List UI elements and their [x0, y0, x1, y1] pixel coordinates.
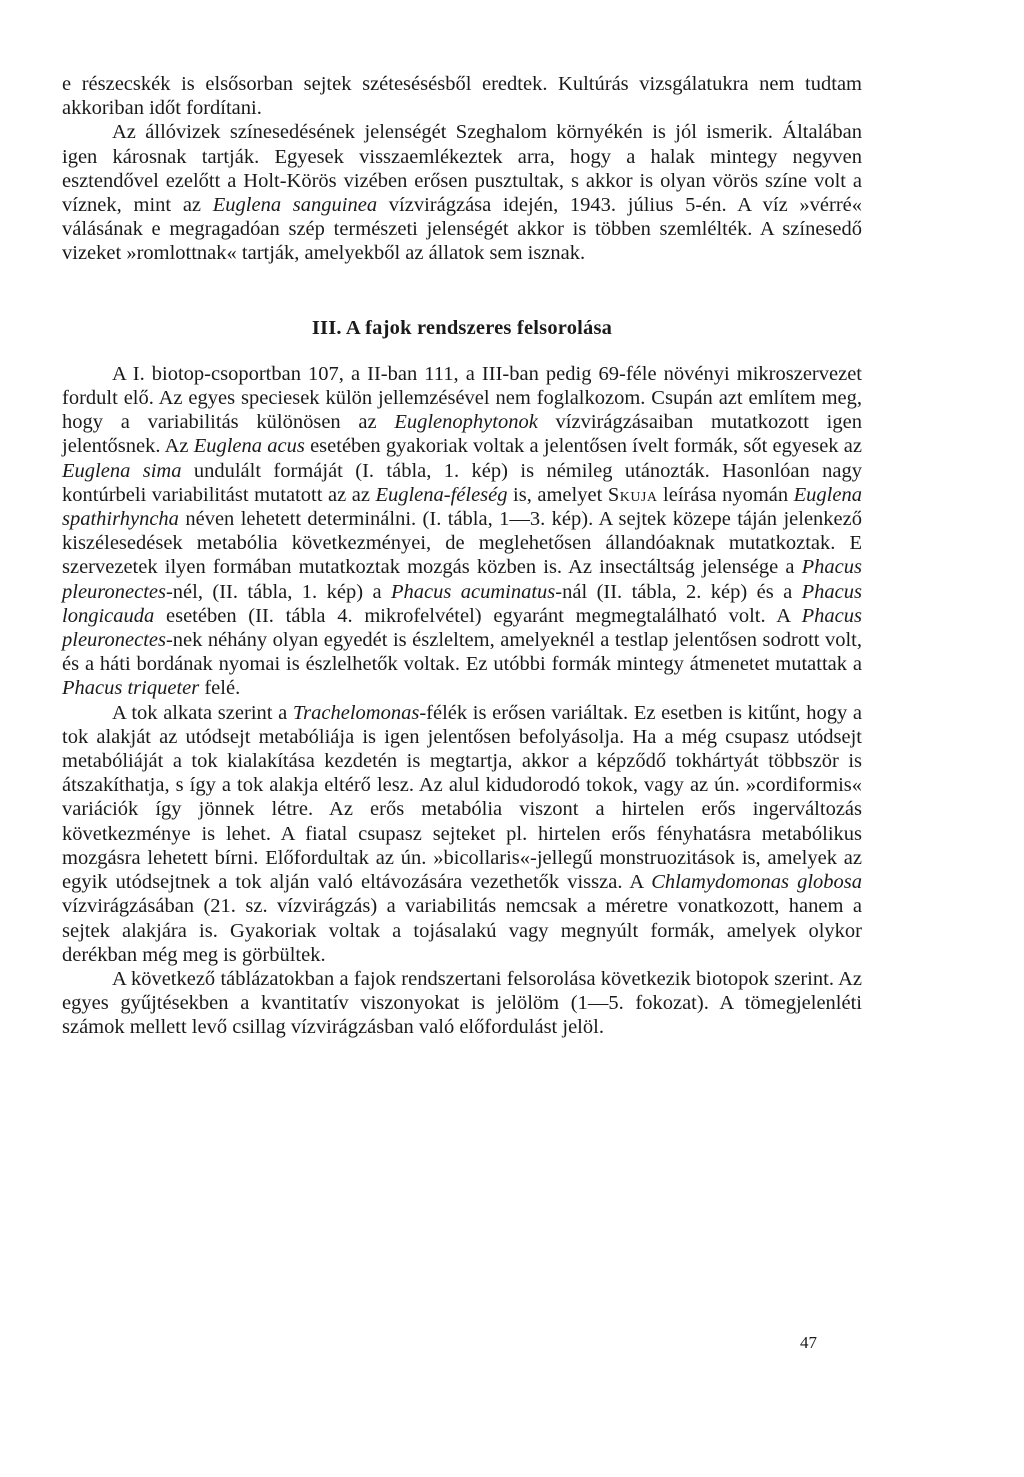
species-name: Euglena acus	[193, 435, 305, 458]
author-name: Skuja	[607, 483, 658, 506]
paragraph-text: undulált formáját (I. tábla, 1. kép) is némileg utánozták. Hasonlóan nagy kontúrbeli variabilitást mutatott az az	[62, 459, 863, 506]
species-name: Phacus triqueter	[62, 677, 200, 700]
taxon-name: Trachelomonas	[292, 701, 420, 724]
paragraph-text: is, amelyet	[507, 483, 608, 506]
taxon-name: Euglenophytonok	[394, 411, 538, 434]
paragraph-text: leírása nyomán	[657, 483, 794, 506]
paragraph-text: Az állóvizek színesedésének jelenségét Szeghalom környékén is jól ismerik. Általában igen károsnak tartják. Egyesek visszaemlékeztek arra, hogy a halak mintegy negyven esztendővel ezelőtt a Holt-Körös vizében erősen pusztultak, s akkor is olyan vörös színe volt a víznek, mint az	[62, 121, 862, 217]
paragraph-5	[62, 967, 862, 1040]
species-name: Euglena spathirhyncha	[62, 483, 862, 531]
paragraph-1	[62, 72, 862, 120]
section-heading-text: III. A fajok rendszeres felsorolása	[311, 316, 613, 339]
paragraph-text: A következő táblázatokban a fajok rendszertani felsorolása következik biotopok szerint. Az egyes gyűjtésekben a kvantitatív viszonyokat is jelölöm (1—5. fokozat). A tömegjelenléti számok mellett levő csillag vízvirágzásban való előfordulást jelöl.	[62, 967, 862, 1039]
paragraph-4	[62, 701, 862, 967]
paragraph-3	[62, 362, 862, 701]
paragraph-text: A tok alkata szerint a	[112, 701, 293, 724]
paragraph-text: -nél, (II. tábla, 1. kép) a	[165, 580, 391, 603]
species-name: Chlamydomonas globosa	[651, 871, 863, 894]
paragraph-text: esetében (II. tábla 4. mikrofelvétel) egyaránt megmegtalálható volt. A	[154, 604, 802, 627]
page-number: 47	[800, 1333, 817, 1352]
paragraph-text: -nál (II. tábla, 2. kép) és a	[555, 580, 802, 603]
paragraph-text: A I. biotop-csoportban 107, a II-ban 111, a III-ban pedig 69-féle növényi mikroszervezet fordult elő. Az egyes speciesek külön jellemzésével nem foglalkozom. Csupán azt említem meg, hogy a variabilitás különösen az	[62, 362, 862, 434]
paragraph-text: vízvirágzásában (21. sz. vízvirágzás) a variabilitás nemcsak a méretre vonatkozott, hanem a sejtek alakjára is. Gyakoriak voltak a tojásalakú vagy megnyúlt formák, amelyek olykor derékban még meg is görbültek.	[62, 895, 862, 966]
paragraph-text: vízvirágzása idején, 1943. július 5-én. A víz »vérré« válásának e megragadóan szép természeti jelenségét akkor is többen szemlélték. A színesedő vizeket »romlottnak« tartják, amelyekből az állatok sem isznak.	[62, 194, 862, 265]
species-name: Euglena sima	[62, 459, 182, 482]
paragraph-text: néven lehetett determinálni. (I. tábla, 1—3. kép). A sejtek közepe táján jelenkező kiszélesedések metabólia következményei, de meglehetősen állandóaknak mutatkoztak. E szervezetek ilyen formában mutatkoztak mozgás közben is. Az insectáltság jelensége a	[62, 508, 862, 579]
taxon-name: Euglena-féleség	[375, 483, 508, 506]
paragraph-2	[62, 120, 862, 265]
species-name: Phacus pleuronectes	[62, 604, 862, 652]
paragraph-text: -nek néhány olyan egyedét is észleltem, amelyeknél a testlap jelentősen sodrott volt, és a háti bordának nyomai is észlelhetők voltak. Ez utóbbi formák mintegy átmenetet mutattak a	[62, 629, 862, 676]
paragraph-text: felé.	[199, 677, 241, 700]
species-name: Phacus pleuronectes	[62, 556, 862, 603]
species-name: Euglena sanguinea	[212, 194, 378, 217]
paragraph-text: e részecskék is elsősorban sejtek szétesésésből eredtek. Kultúrás vizsgálatukra nem tudtam akkoriban időt fordítani.	[62, 73, 862, 120]
paragraph-text: esetében gyakoriak voltak a jelentősen ívelt formák, sőt egyesek az	[304, 435, 862, 458]
species-name: Phacus acuminatus	[390, 580, 556, 603]
paragraph-text: vízvirágzásaiban mutatkozott igen jelentősnek. Az	[62, 411, 862, 458]
section-heading	[62, 316, 862, 340]
paragraph-text: -félék is erősen variáltak. Ez esetben is kitűnt, hogy a tok alakját az utódsejt metabóliája is igen jelentősen befolyásolja. Ha a még csupasz utódsejt metabóliáját a tok kialakítása kezdetén is megtartja, akkor a képződő tokhártyát többször is átszakíthatja, s így a tok alakja eltérő lesz. Az alul kidudorodó tokok, vagy az ún. »cordiformis« variációk így jönnek létre. Az erős metabólia viszont a hirtelen erős ingerváltozás következménye is lehet. A fiatal csupasz sejteket pl. hirtelen erős fényhatásra metabólikus mozgásra lehetett bírni. Előfordultak az ún. »bicollaris«-jellegű monstruozitások is, amelyek az egyik utódsejtnek a tok alján való eltávozására vezethetők vissza. A	[62, 701, 862, 894]
species-name: Phacus longicauda	[62, 580, 863, 627]
page-body	[62, 72, 862, 1040]
